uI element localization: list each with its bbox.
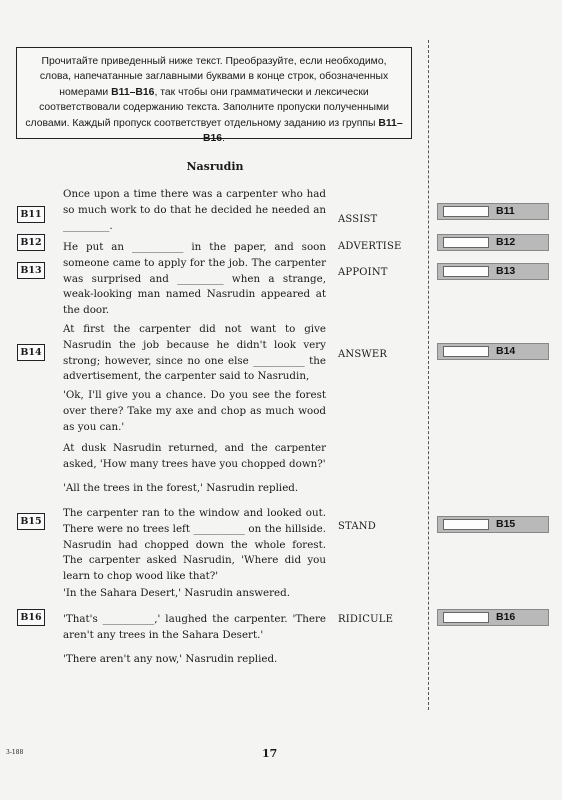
page-number: 17 [262,747,278,760]
paragraph-10: 'There aren't any now,' Nasrudin replied. [63,653,278,665]
paragraph-6: 'All the trees in the forest,' Nasrudin replied. [63,482,299,494]
paragraph-5: At dusk Nasrudin returned, and the carpenter asked, 'How many trees have you chopped down?' [63,442,326,470]
text-title: Nasrudin [186,160,244,173]
answer-field-b12[interactable] [437,234,549,251]
answer-field-b15[interactable] [437,516,549,533]
answer-field-b16[interactable] [437,609,549,626]
keyword-b14: ANSWER [338,349,388,360]
paragraph-4: 'Ok, I'll give you a chance. Do you see the forest over there? Take my axe and chop as much wood as you can.' [63,389,326,433]
task-tag-b14: B14 [17,344,45,361]
paragraph-7: The carpenter ran to the window and looked out. There were no trees left __________ on the hillside. Nasrudin had chopped down the whole forest. The carpenter asked Nasrudin, 'Where did you learn to chop wood like that?' [63,507,326,583]
task-tag-b12: B12 [17,234,45,251]
answer-input-b11[interactable] [443,206,489,217]
answer-input-b12[interactable] [443,237,489,248]
instruction-range-1: B11–B16 [111,86,155,98]
answer-label-b14: B14 [496,345,516,357]
answer-field-b11[interactable] [437,203,549,220]
paragraph-9: 'That's __________,' laughed the carpenter. 'There aren't any trees in the Sahara Desert.' [63,613,326,641]
task-tag-b13: B13 [17,262,45,279]
cut-line [428,40,429,710]
answer-field-b14[interactable] [437,343,549,360]
instruction-text-2: , так чтобы они грамматически и лексически соответствовали содержанию текста. Заполните пропуски полученными словами. Каждый пропуск соответствует отдельному заданию из группы [25,86,389,129]
task-tag-b15: B15 [17,513,45,530]
answer-input-b14[interactable] [443,346,489,357]
answer-label-b12: B12 [496,236,516,248]
instruction-end: . [222,133,225,145]
answer-label-b16: B16 [496,611,516,623]
answer-label-b11: B11 [496,205,515,217]
paragraph-3: At first the carpenter did not want to give Nasrudin the job because he didn't look very strong; however, since no one else __________ the advertisement, the carpenter said to Nasrudin, [63,323,326,383]
paragraph-2: He put an __________ in the paper, and soon someone came to apply for the job. The carpenter was surprised and _________ when a strange, weak-looking man named Nasrudin appeared at the door. [63,241,326,317]
paragraph-8: 'In the Sahara Desert,' Nasrudin answered. [63,587,291,599]
answer-input-b13[interactable] [443,266,489,277]
keyword-b12: ADVERTISE [338,241,402,252]
task-tag-b16: B16 [17,609,45,626]
keyword-b13: APPOINT [338,267,388,278]
keyword-b16: RIDICULE [338,614,394,625]
answer-label-b15: B15 [496,518,516,530]
answer-input-b15[interactable] [443,519,489,530]
instruction-text-1: Прочитайте приведенный ниже текст. Преобразуйте, если необходимо, слова, напечатанные заглавными буквами в конце строк, обозначенных номерами [39,56,389,98]
footer-code: 3-188 [6,749,24,756]
instruction-range-2: B11–B16 [203,117,403,145]
answer-input-b16[interactable] [443,612,489,623]
answer-label-b13: B13 [496,265,516,277]
instruction-box [16,47,412,145]
keyword-b15: STAND [338,521,376,532]
answer-field-b13[interactable] [437,263,549,280]
task-tag-b11: B11 [17,206,45,223]
keyword-b11: ASSIST [338,214,378,225]
paragraph-1: Once upon a time there was a carpenter who had so much work to do that he decided he needed an _________. [63,188,326,232]
